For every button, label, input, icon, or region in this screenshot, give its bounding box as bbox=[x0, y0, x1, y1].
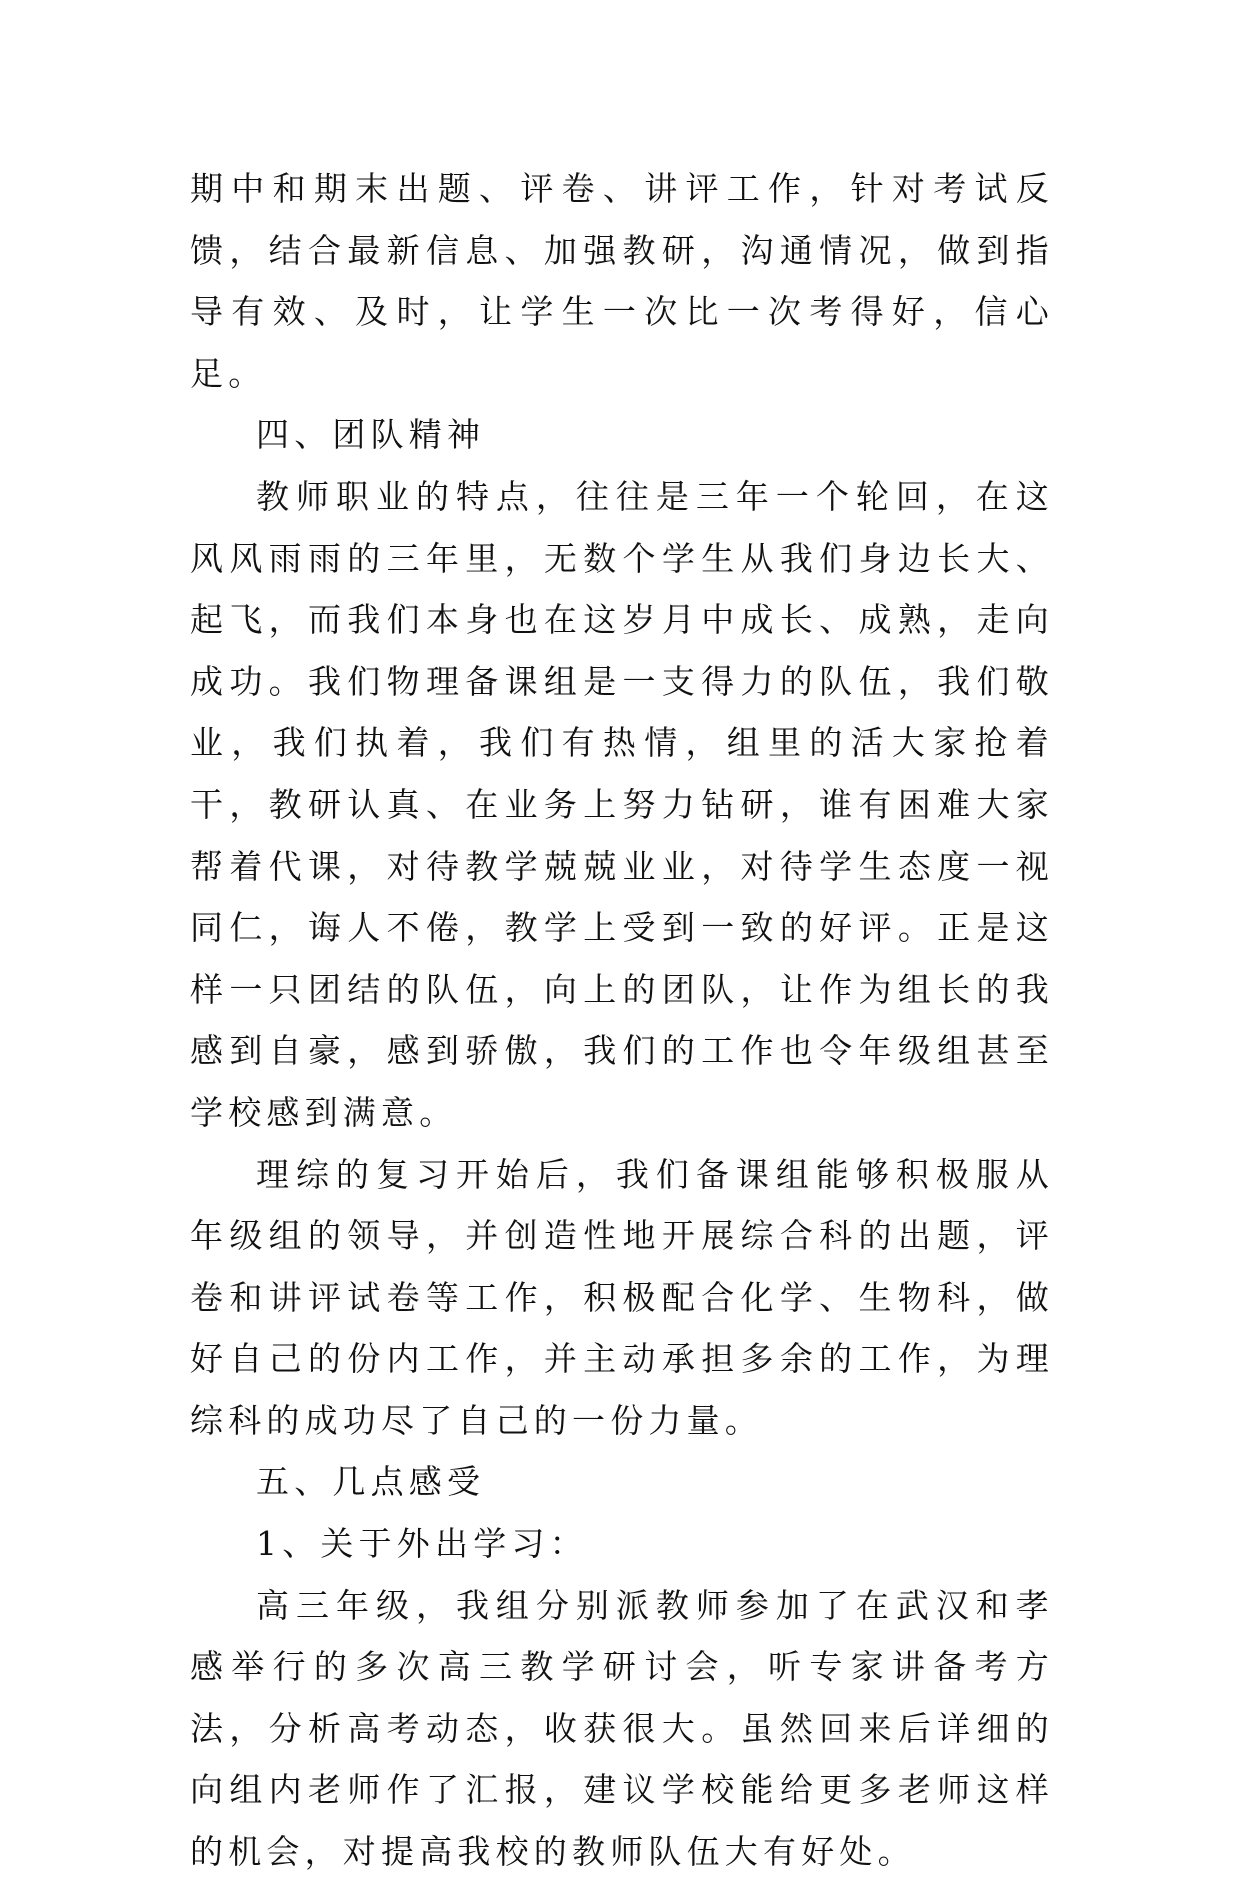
section-heading-team-spirit: 四、团队精神 bbox=[256, 415, 486, 455]
section-heading-reflections: 五、几点感受 bbox=[256, 1462, 486, 1502]
paragraph-exam-work: 期中和期末出题、评卷、讲评工作，针对考试反馈，结合最新信息、加强教研，沟通情况，做到指导有效、及时，让学生一次比一次考得好，信心足。 bbox=[190, 169, 1054, 393]
document-body bbox=[190, 158, 1054, 1883]
subheading-external-learning: 1、关于外出学习： bbox=[256, 1524, 588, 1564]
paragraph-external-learning: 高三年级，我组分别派教师参加了在武汉和孝感举行的多次高三教学研讨会，听专家讲备考方法，分析高考动态，收获很大。虽然回来后详细的向组内老师作了汇报，建议学校能给更多老师这样的机会，对提高我校的教师队伍大有好处。 bbox=[190, 1585, 1054, 1872]
paragraph-team-spirit: 教师职业的特点，往往是三年一个轮回，在这风风雨雨的三年里，无数个学生从我们身边长大、起飞，而我们本身也在这岁月中成长、成熟，走向成功。我们物理备课组是一支得力的队伍，我们敬业，我们执着，我们有热情，组里的活大家抢着干，教研认真、在业务上努力钻研，谁有困难大家帮着代课，对待教学兢兢业业，对待学生态度一视同仁，诲人不倦，教学上受到一致的好评。正是这样一只团结的队伍，向上的团队，让作为组长的我感到自豪，感到骄傲，我们的工作也令年级组甚至学校感到满意。 bbox=[190, 476, 1054, 1132]
paragraph-science-review: 理综的复习开始后，我们备课组能够积极服从年级组的领导，并创造性地开展综合科的出题，评卷和讲评试卷等工作，积极配合化学、生物科，做好自己的份内工作，并主动承担多余的工作，为理综科的成功尽了自己的一份力量。 bbox=[190, 1154, 1054, 1440]
